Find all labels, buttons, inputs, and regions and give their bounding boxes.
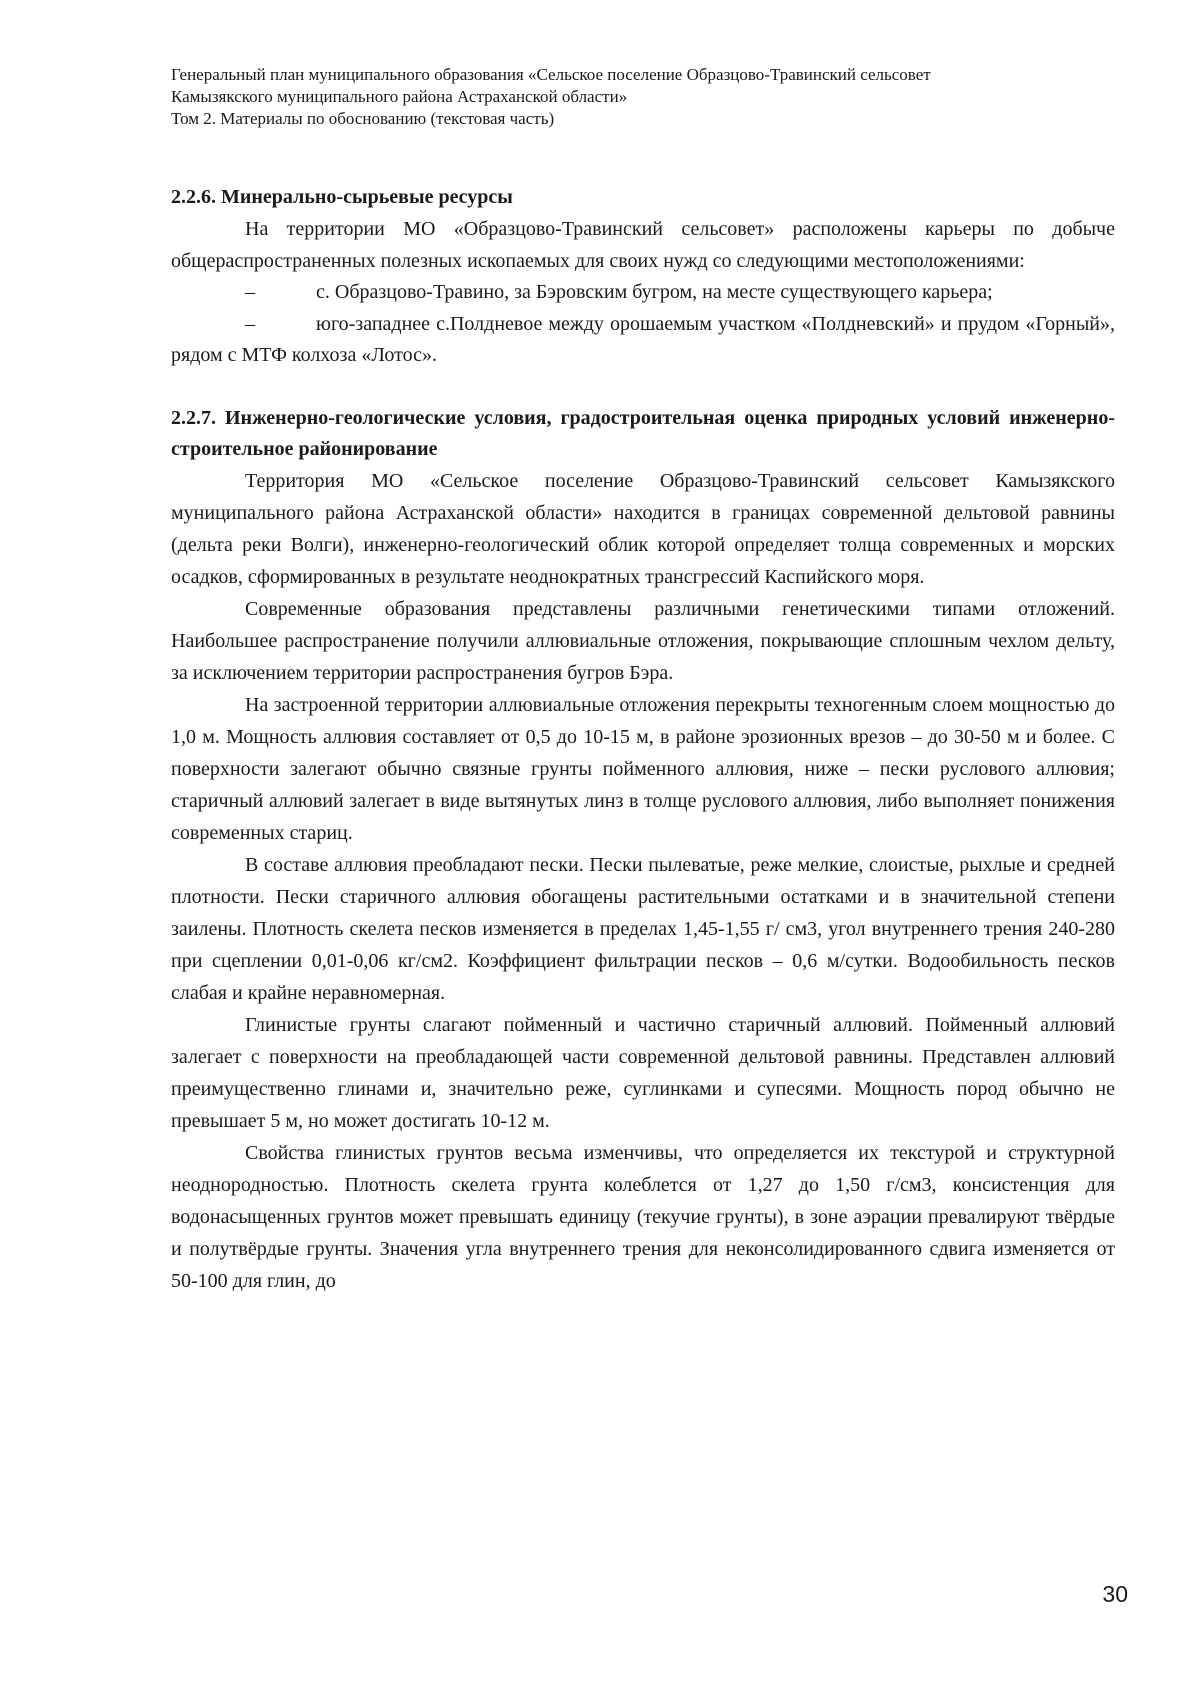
- list-dash: –: [245, 312, 255, 335]
- section-heading: 2.2.7. Инженерно-геологические условия, градостроительная оценка природных условий инженерно-строительное районирование: [171, 406, 1115, 460]
- paragraph: Современные образования представлены различными генетическими типами отложений. Наибольшее распространение получили аллювиальные отложения, покрывающие сплошным чехлом дельту, за исключением территории распространения бугров Бэра.: [171, 597, 1115, 684]
- header-line-3: Том 2. Материалы по обоснованию (текстовая часть): [171, 109, 555, 128]
- paragraph: В составе аллювия преобладают пески. Пески пылеватые, реже мелкие, слоистые, рыхлые и средней плотности. Пески старичного аллювия обогащены растительными остатками и в значительной степени заилены. Плотность скелета песков изменяется в пределах 1,45-1,55 г/ см3, угол внутреннего трения 240-280 при сцеплении 0,01-0,06 кг/см2. Коэффициент фильтрации песков – 0,6 м/сутки. Водообильность песков слабая и крайне неравномерная.: [171, 853, 1115, 1004]
- list-item: [171, 277, 1115, 309]
- header-line-2: Камызякского муниципального района Астраханской области»: [171, 87, 628, 106]
- list-item-text: с. Образцово-Травино, за Бэровским бугром, на месте существующего карьера;: [316, 281, 993, 303]
- paragraph: Глинистые грунты слагают пойменный и частично старичный аллювий. Пойменный аллювий залегает с поверхности на преобладающей части современной дельтовой равнины. Представлен аллювий преимущественно глинами и, значительно реже, суглинками и супесями. Мощность пород обычно не превышает 5 м, но может достигать 10-12 м.: [171, 1013, 1115, 1132]
- section-heading: 2.2.6. Минерально-сырьевые ресурсы: [171, 186, 513, 208]
- list-item-text: юго-западнее с.Полдневое между орошаемым участком «Полдневский» и прудом «Горный», рядом с МТФ колхоза «Лотос».: [171, 312, 1115, 366]
- paragraph: Свойства глинистых грунтов весьма изменчивы, что определяется их текстурой и структурной неоднородностью. Плотность скелета грунта колеблется от 1,27 до 1,50 г/см3, консистенция для водонасыщенных грунтов может превышать единицу (текучие грунты), в зоне аэрации превалируют твёрдые и полутвёрдые грунты. Значения угла внутреннего трения для неконсолидированного сдвига изменяется от 50-100 для глин, до: [171, 1141, 1115, 1292]
- section-2-2-6: [171, 182, 1115, 372]
- page-number: 30: [1102, 1581, 1128, 1607]
- paragraph: На территории МО «Образцово-Травинский сельсовет» расположены карьеры по добыче общераспространенных полезных ископаемых для своих нужд со следующими местоположениями:: [171, 218, 1115, 272]
- list-item: [171, 309, 1115, 372]
- running-header: [171, 64, 1115, 130]
- paragraph: На застроенной территории аллювиальные отложения перекрыты техногенным слоем мощностью до 1,0 м. Мощность аллювия составляет от 0,5 до 10-15 м, в районе эрозионных врезов – до 30-50 м и более. С поверхности залегают обычно связные грунты пойменного аллювия, ниже – пески руслового аллювия; старичный аллювий залегает в виде вытянутых линз в толще руслового аллювия, либо выполняет понижения современных стариц.: [171, 693, 1115, 844]
- header-line-1: Генеральный план муниципального образования «Сельское поселение Образцово-Травинский сельсовет: [171, 65, 931, 84]
- paragraph: Территория МО «Сельское поселение Образцово-Травинский сельсовет Камызякского муниципального района Астраханской области» находится в границах современной дельтовой равнины (дельта реки Волги), инженерно-геологический облик которой определяет толща современных и морских осадков, сформированных в результате неоднократных трансгрессий Каспийского моря.: [171, 469, 1115, 588]
- document-page: [171, 64, 1115, 1664]
- list-dash: –: [245, 281, 255, 303]
- section-2-2-7: [171, 403, 1115, 1297]
